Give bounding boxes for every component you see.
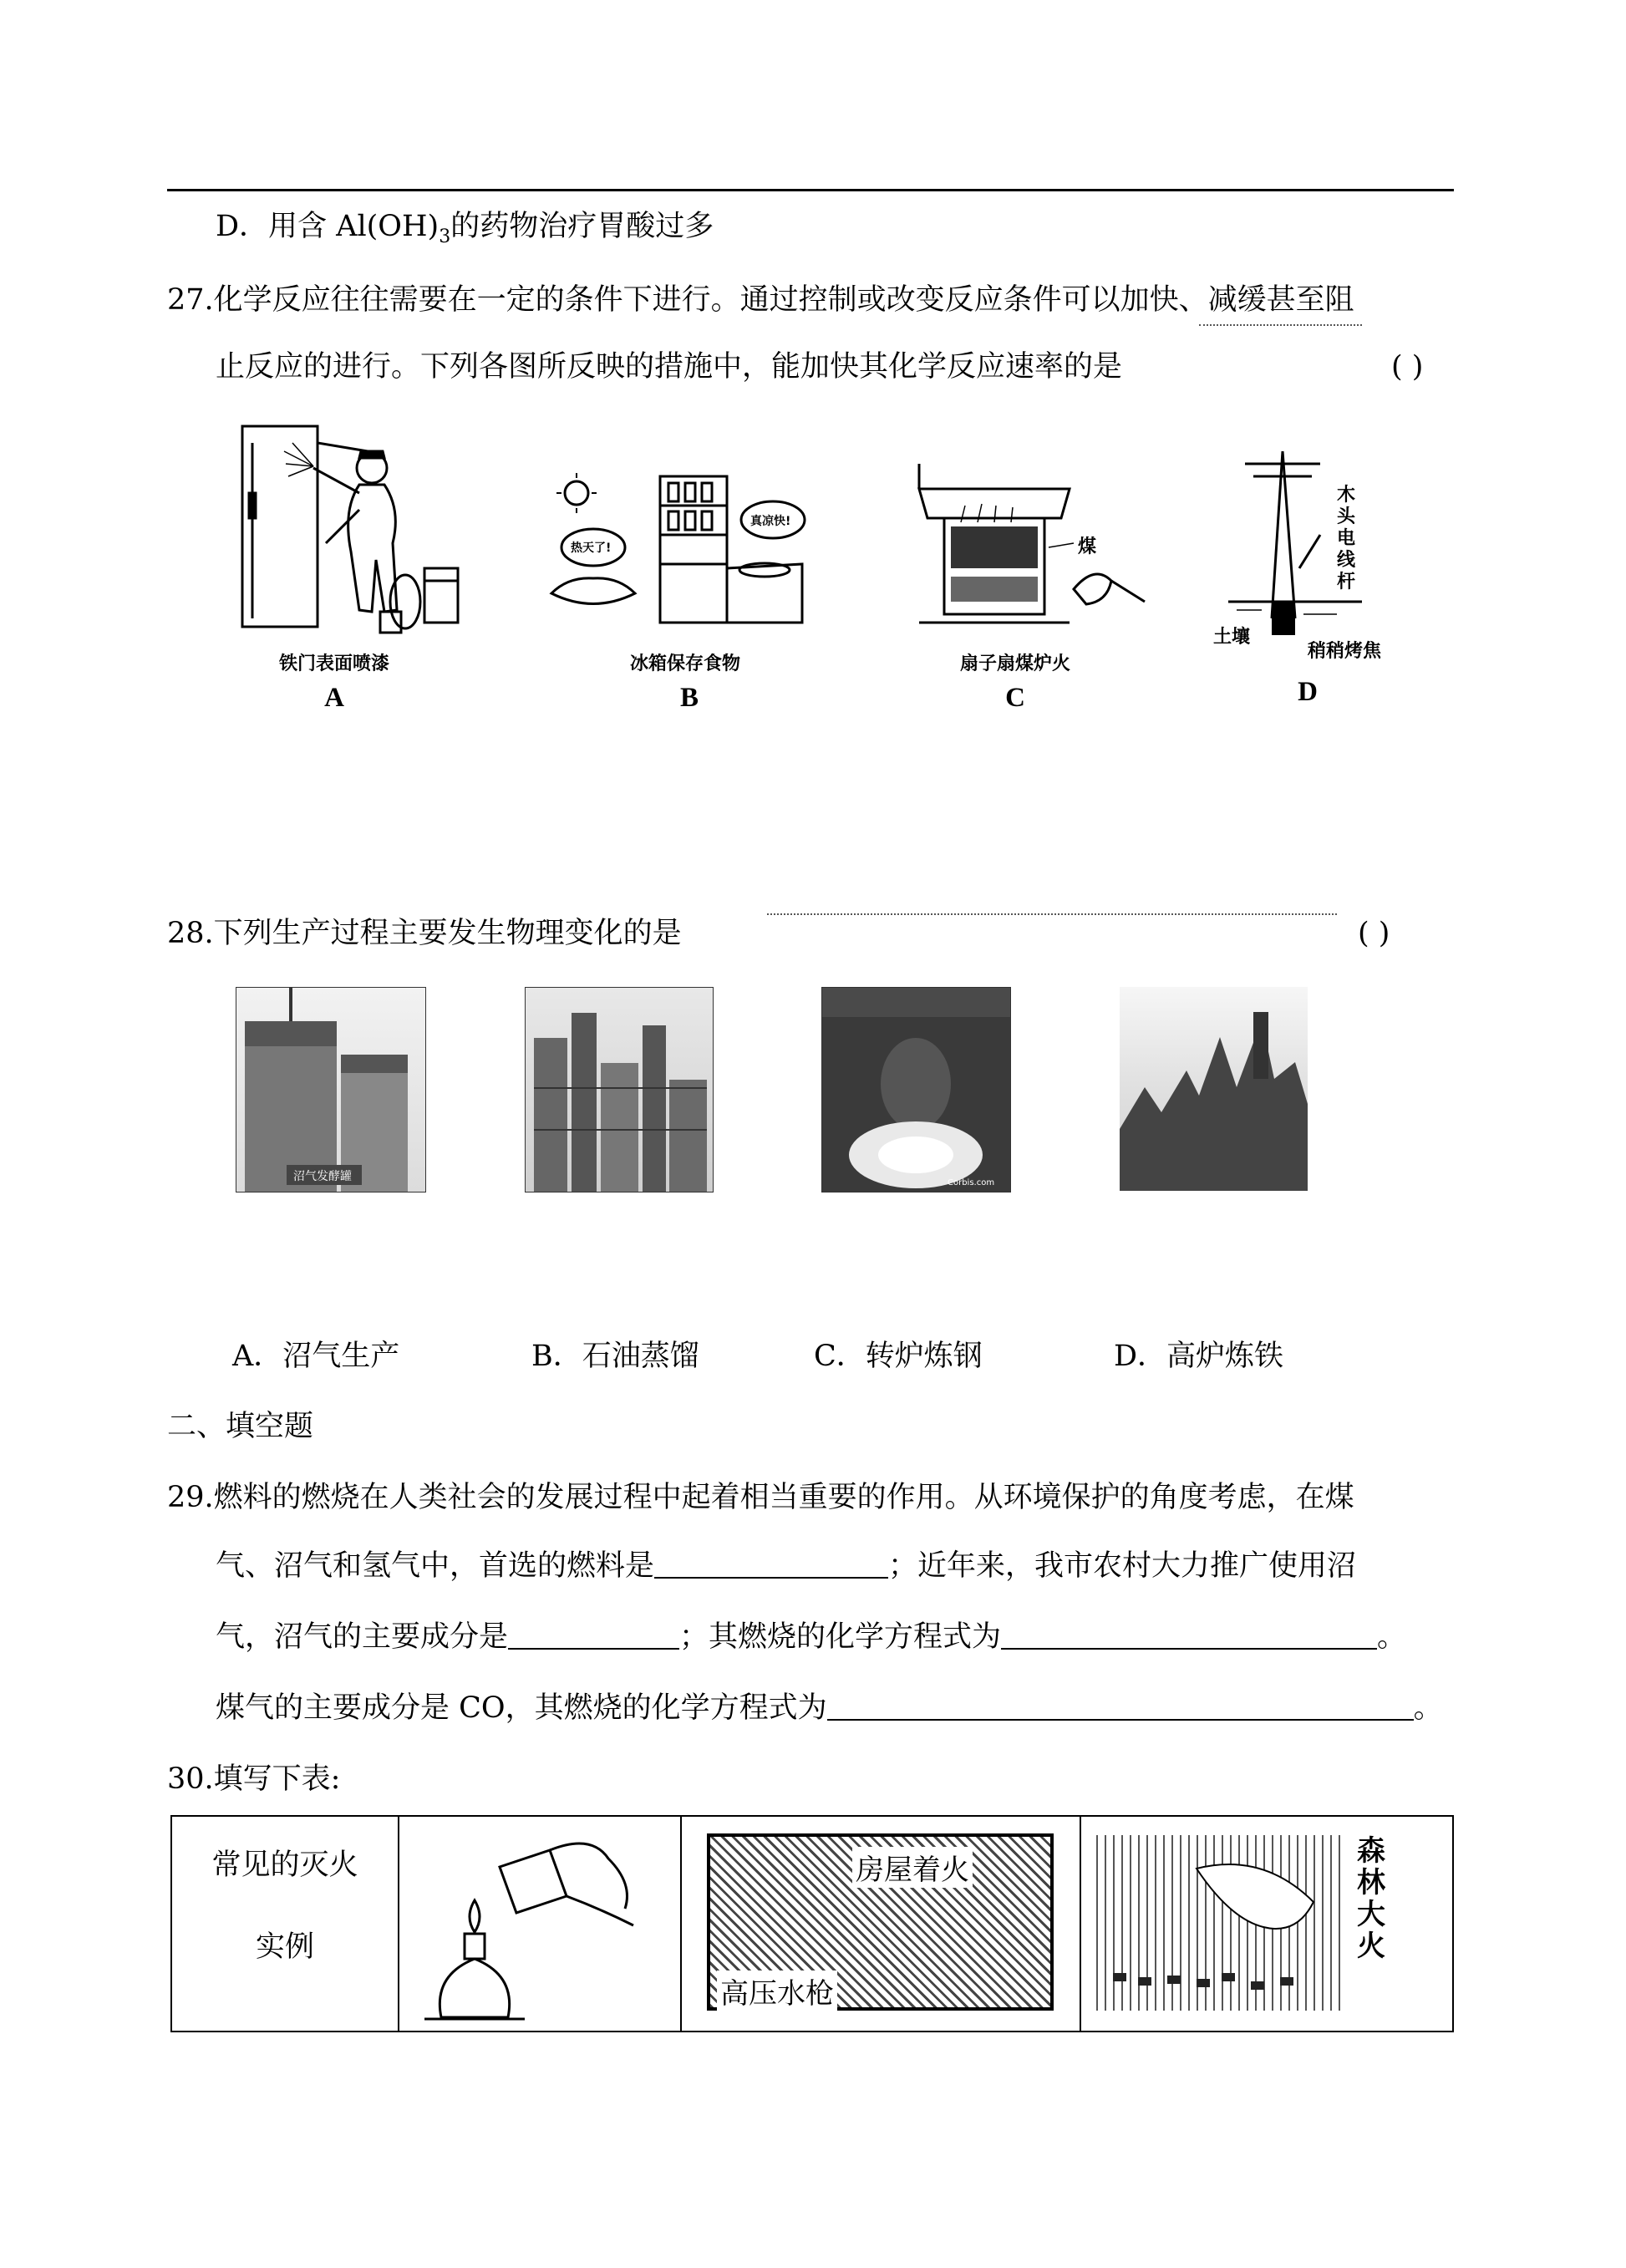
q29-line2: 气、沼气和氢气中，首选的燃料是 ；近年来，我市农村大力推广使用沼	[216, 1549, 1357, 1583]
figure-c-coal-label: 煤	[1078, 536, 1097, 557]
figure-c-caption: 扇子扇煤炉火	[959, 653, 1070, 674]
figure-b-caption: 冰箱保存食物	[629, 653, 740, 674]
figure-c-letter: C	[1005, 683, 1025, 713]
q28-option-c: C．转炉炼钢	[814, 1340, 983, 1373]
fire-extinguish-table	[170, 1815, 1454, 2032]
q28-stem: 28.下列生产过程主要发生物理变化的是	[167, 917, 682, 950]
house-fire-label: 房屋着火	[852, 1847, 973, 1888]
q28-option-d: D．高炉炼铁	[1114, 1340, 1284, 1373]
q29-line3: 气，沼气的主要成分是 ；其燃烧的化学方程式为 。	[216, 1620, 1407, 1654]
q29-line4: 煤气的主要成分是 CO，其燃烧的化学方程式为 。	[216, 1691, 1443, 1725]
photo-c-converter-steel	[821, 987, 1011, 1192]
cell-alcohol-lamp	[399, 1816, 681, 2032]
q30-stem: 30.填写下表:	[167, 1762, 341, 1796]
blank-biogas-equation[interactable]	[1001, 1623, 1377, 1650]
q28-option-b: B．石油蒸馏	[531, 1340, 699, 1373]
house-fire-image	[707, 1833, 1054, 2011]
photo-a-biogas-tanks	[236, 987, 426, 1192]
figure-d-soil-label: 土壤	[1213, 627, 1251, 648]
table-row-header	[171, 1816, 399, 2032]
alcohol-lamp-capping-image	[399, 1817, 680, 2027]
q28-number: 28.	[167, 917, 214, 950]
figure-d-wooden-pole	[1212, 443, 1437, 669]
row-header-line2: 实例	[255, 1930, 314, 1964]
q27-number: 27.	[167, 283, 214, 317]
photo-a-label: 沼气发酵罐	[293, 1170, 352, 1183]
cell-forest-fire	[1080, 1816, 1453, 2032]
q28-answer-paren: ( )	[1358, 917, 1390, 950]
q29-number: 29.	[167, 1481, 214, 1514]
q27-line1: 27.化学反应往往需要在一定的条件下进行。通过控制或改变反应条件可以加快、减缓甚至阻	[167, 283, 1354, 317]
row-header-line1: 常见的灭火	[211, 1848, 358, 1882]
blank-preferred-fuel[interactable]	[654, 1552, 888, 1579]
cell-house-fire	[681, 1816, 1080, 2032]
q26-option-d: D．用含 $Al(OH)_3$的药物治疗胃酸过多	[216, 210, 714, 247]
figure-a-letter: A	[324, 683, 344, 713]
blank-biogas-component[interactable]	[508, 1623, 679, 1650]
q29-line1: 29.燃料的燃烧在人类社会的发展过程中起着相当重要的作用。从环境保护的角度考虑，在煤	[167, 1481, 1354, 1514]
q27-line2: 止反应的进行。下列各图所反映的措施中，能加快其化学反应速率的是	[216, 350, 1123, 384]
figure-b-fridge	[543, 468, 819, 643]
q28-option-a: A．沼气生产	[232, 1340, 400, 1373]
section-title: 二、填空题	[167, 1410, 314, 1443]
figure-d-caption: 稍稍烤焦	[1308, 641, 1382, 662]
q30-number: 30.	[167, 1762, 214, 1796]
blank-co-equation[interactable]	[827, 1694, 1414, 1721]
figure-c-coal-stove	[911, 455, 1153, 639]
photo-b-oil-refinery	[525, 987, 714, 1192]
figure-a-caption: 铁门表面喷漆	[278, 653, 389, 674]
q28-emphasis-dots	[767, 913, 1337, 915]
figure-b-bubble-right: 真凉快!	[750, 515, 791, 528]
forest-fire-label: 森林大火	[1357, 1834, 1385, 1963]
forest-fire-image	[1096, 1835, 1347, 2011]
figure-b-letter: B	[679, 683, 699, 713]
photo-d-blast-furnace	[1120, 987, 1308, 1191]
figure-d-letter: D	[1298, 677, 1318, 707]
figure-b-bubble-left: 热天了!	[571, 542, 612, 555]
q27-emphasis-dots	[1199, 324, 1362, 326]
figure-d-pole-label: 木头电线杆	[1337, 485, 1356, 592]
header-rule	[167, 189, 1454, 191]
figure-a-door-painting	[234, 418, 476, 643]
water-gun-label: 高压水枪	[717, 1971, 837, 2011]
photo-c-watermark: Corbis.com	[948, 1178, 995, 1187]
q27-answer-paren: ( )	[1391, 350, 1424, 384]
